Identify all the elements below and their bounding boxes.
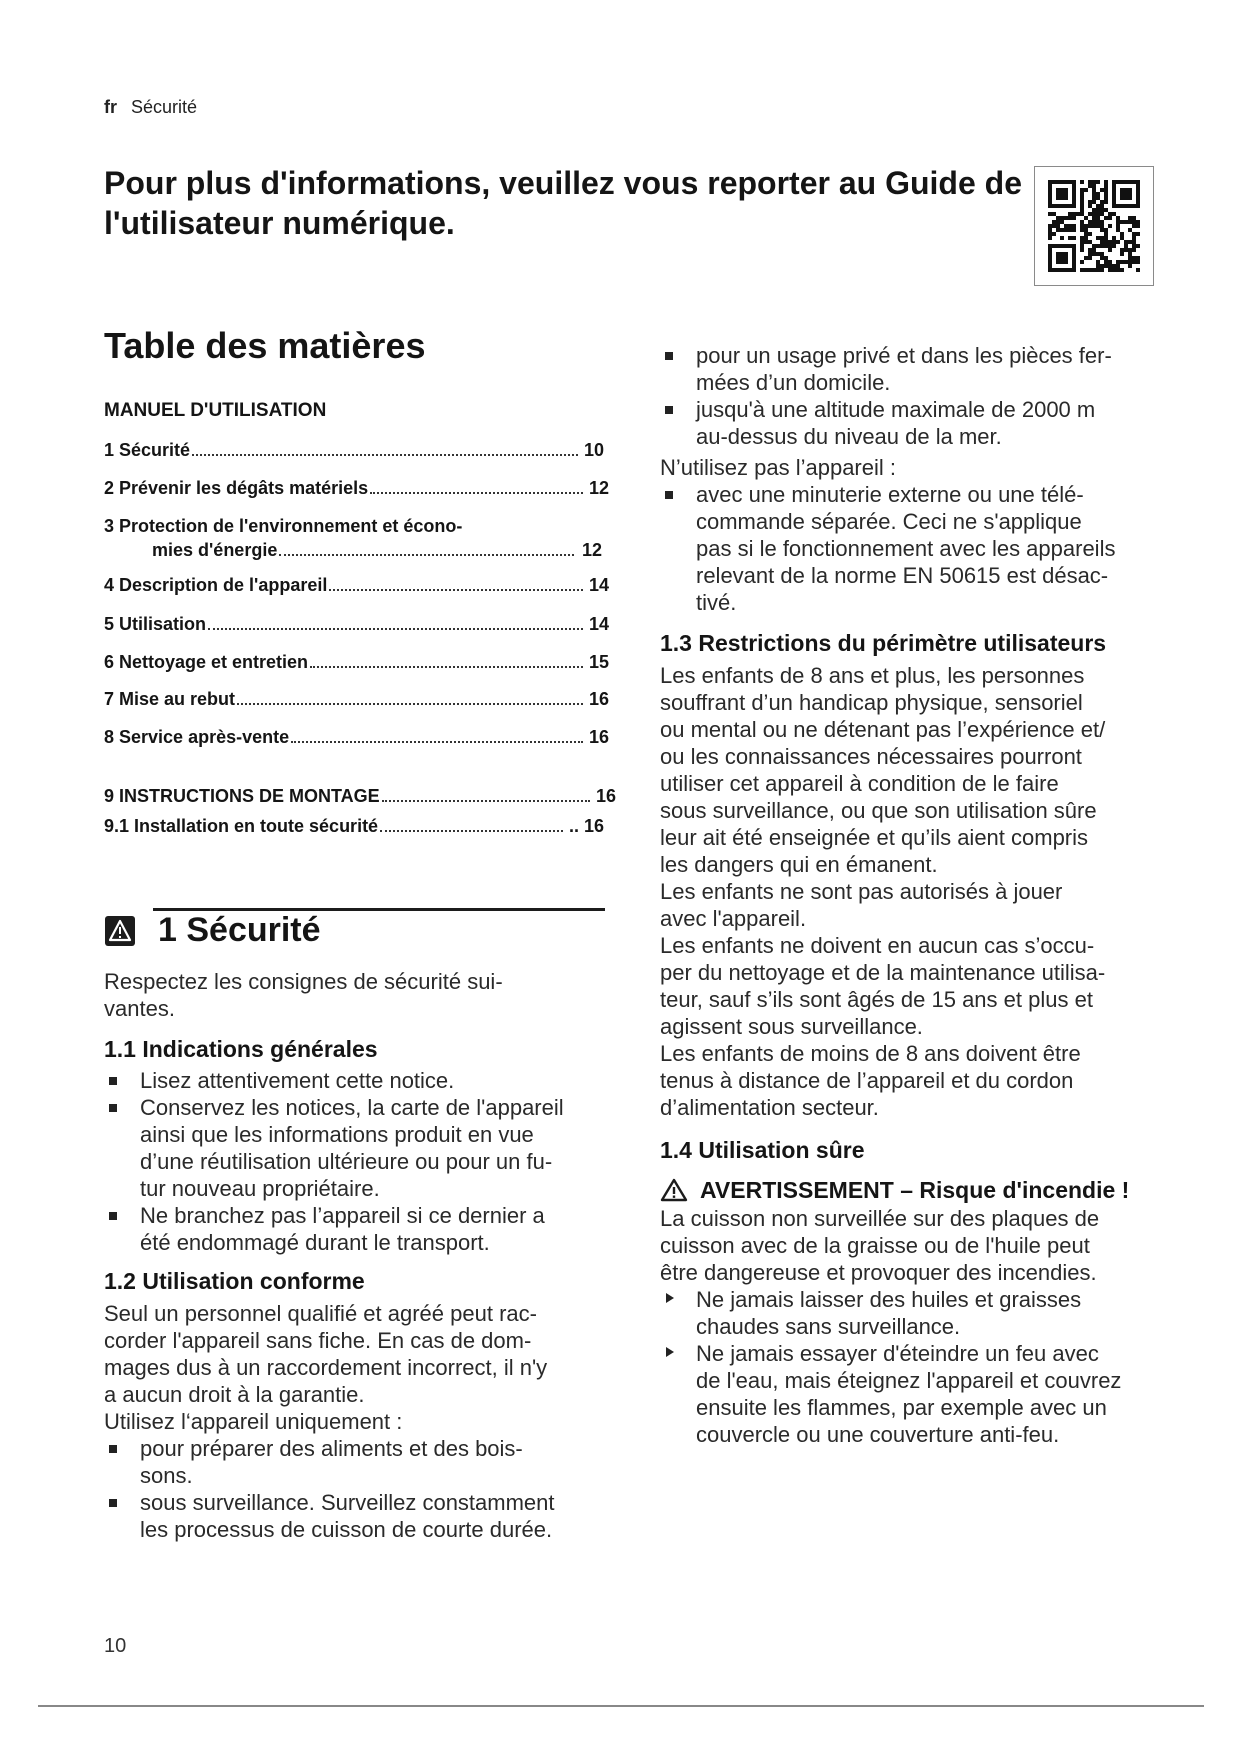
qr-code-icon[interactable] <box>1034 166 1154 286</box>
toc-entry[interactable] <box>104 652 609 673</box>
bullet-icon <box>665 491 673 499</box>
paragraph: Les enfants ne sont pas autorisés à jouer avec l'appareil. <box>660 879 1063 931</box>
toc-entry-page: 16 <box>588 727 609 747</box>
bullet-icon <box>109 1445 117 1453</box>
bullet-icon <box>665 406 673 414</box>
paragraph: Les enfants de moins de 8 ans doivent être tenus à distance de l’appareil et du cordon d’alimentation secteur. <box>660 1041 1081 1120</box>
warning-triangle-icon <box>660 1178 688 1202</box>
action-item-text: Ne jamais laisser des huiles et graisses chaudes sans surveillance. <box>696 1287 1082 1339</box>
toc-dot-leader <box>382 800 590 802</box>
subsection-title: 1.1 Indications générales <box>104 1036 378 1062</box>
action-item-text: Ne jamais essayer d'éteindre un feu avec de l'eau, mais éteignez l'appareil et couvrez ensuite les flammes, par exemple avec un couvercle ou une couverture anti-feu. <box>696 1341 1122 1447</box>
bullet-icon <box>109 1104 117 1112</box>
toc-entry-label: 6 Nettoyage et entretien <box>104 652 309 672</box>
right-column <box>660 342 1180 1448</box>
banner-line-2: l'utilisateur numérique. <box>104 205 455 241</box>
bullet-icon <box>665 352 673 360</box>
toc-entry-label-cont: mies d'énergie <box>152 540 278 560</box>
toc-dot-leader <box>380 830 563 832</box>
toc-dot-leader <box>192 454 578 456</box>
list-item-text: pour préparer des aliments et des bois- sons. <box>140 1436 523 1488</box>
list-item <box>660 342 1180 396</box>
left-column <box>104 968 624 1543</box>
toc-entry-page: 14 <box>588 575 609 595</box>
toc-entry-install[interactable] <box>104 786 616 807</box>
toc-dot-leader <box>208 628 583 630</box>
page-number: 10 <box>104 1635 127 1657</box>
toc-entry-page: 12 <box>581 540 602 560</box>
section-title: 1 Sécurité <box>158 911 321 949</box>
toc-entry-label: 8 Service après-vente <box>104 727 290 747</box>
action-item <box>660 1286 1180 1340</box>
toc-entry-page: 12 <box>588 478 609 498</box>
bullet-icon <box>109 1077 117 1085</box>
toc-entry-label: 2 Prévenir les dégâts matériels <box>104 478 369 498</box>
toc-entry-label: 9.1 Installation en toute sécurité <box>104 816 379 836</box>
warning-paragraph: La cuisson non surveillée sur des plaques de cuisson avec de la graisse ou de l'huile peut être dangereuse et provoquer des incendies. <box>660 1206 1100 1285</box>
list-item <box>104 1094 624 1202</box>
action-arrow-icon <box>666 1293 674 1303</box>
action-arrow-icon <box>666 1347 674 1357</box>
toc-entry[interactable] <box>104 575 609 596</box>
list-item-text: Ne branchez pas l’appareil si ce dernier a été endommagé durant le transport. <box>140 1203 545 1255</box>
section-intro: Respectez les consignes de sécurité sui- vantes. <box>104 969 503 1021</box>
toc-entry[interactable] <box>104 514 602 562</box>
toc-entry-page: 16 <box>588 689 609 709</box>
subsection-title: 1.4 Utilisation sûre <box>660 1137 865 1163</box>
toc-entry[interactable] <box>104 727 609 748</box>
toc-entry[interactable] <box>104 478 609 499</box>
subsection-title: 1.2 Utilisation conforme <box>104 1268 365 1294</box>
language-code: fr <box>104 97 117 117</box>
header-section: Sécurité <box>131 97 198 117</box>
toc-entry-page: 14 <box>588 614 609 634</box>
paragraph: N’utilisez pas l’appareil : <box>660 455 896 480</box>
toc-entry-page: 10 <box>583 440 604 460</box>
list-item <box>104 1489 624 1543</box>
toc-entry-page: .. 16 <box>568 816 604 836</box>
toc-dot-leader <box>370 492 583 494</box>
list-item-text: Conservez les notices, la carte de l'appareil ainsi que les informations produit en vue d’une réutilisation ultérieure ou pour un fu- tur nouveau propriétaire. <box>140 1095 564 1201</box>
list-item <box>660 396 1180 450</box>
action-item <box>660 1340 1180 1448</box>
toc-entry-install[interactable] <box>104 816 604 837</box>
toc-dot-leader <box>310 666 583 668</box>
digital-guide-banner <box>104 163 1034 243</box>
banner-line-1: Pour plus d'informations, veuillez vous reporter au Guide de <box>104 165 1022 201</box>
list-item-text: Lisez attentivement cette notice. <box>140 1068 455 1093</box>
toc-entry-label: 5 Utilisation <box>104 614 207 634</box>
list-item-text: pour un usage privé et dans les pièces fer- mées d’un domicile. <box>696 343 1112 395</box>
bottom-rule <box>38 1705 1204 1707</box>
list-item <box>104 1202 624 1256</box>
bullet-icon <box>109 1499 117 1507</box>
toc-entry-page: 15 <box>588 652 609 672</box>
toc-entry-label: 7 Mise au rebut <box>104 689 236 709</box>
toc-dot-leader <box>279 554 574 556</box>
paragraph: Utilisez l‘appareil uniquement : <box>104 1409 403 1434</box>
paragraph: Seul un personnel qualifié et agréé peut rac- corder l'appareil sans fiche. En cas de dom- mages dus à un raccordement incorrect, il n'y a aucun droit à la garantie. <box>104 1301 548 1407</box>
running-header <box>104 97 197 118</box>
toc-dot-leader <box>237 703 583 705</box>
toc-entry-label: 1 Sécurité <box>104 440 191 460</box>
toc-entry-page: 16 <box>595 786 616 806</box>
warning-title: AVERTISSEMENT – Risque d'incendie ! <box>700 1177 1130 1203</box>
toc-entry-label: 3 Protection de l'environnement et écono- <box>104 516 463 536</box>
bullet-icon <box>109 1212 117 1220</box>
paragraph: Les enfants de 8 ans et plus, les personnes souffrant d’un handicap physique, sensoriel ou mental ou ne détenant pas l’expérience et/ ou les connaissances nécessaires pourront utiliser cet appareil à condition de le faire sous surveillance, ou que son utilisation sûre leur ait été enseignée et qu’ils aient compris les dangers qui en émanent. <box>660 663 1106 877</box>
toc-dot-leader <box>291 741 583 743</box>
list-item <box>660 481 1180 616</box>
warning-book-icon <box>104 915 136 947</box>
warning-heading <box>660 1175 1180 1205</box>
toc-dot-leader <box>329 589 583 591</box>
list-item-text: sous surveillance. Surveillez constamment les processus de cuisson de courte durée. <box>140 1490 555 1542</box>
toc-title: Table des matières <box>104 325 426 366</box>
toc-entry[interactable] <box>104 689 609 710</box>
toc-manual-heading: MANUEL D'UTILISATION <box>104 400 327 421</box>
paragraph: Les enfants ne doivent en aucun cas s’occu- per du nettoyage et de la maintenance utilisa- teur, sauf s’ils sont âgés de 15 ans et plus et agissent sous surveillance. <box>660 933 1106 1039</box>
list-item <box>104 1067 624 1094</box>
list-item <box>104 1435 624 1489</box>
toc-entry-label: 9 INSTRUCTIONS DE MONTAGE <box>104 786 380 806</box>
list-item-text: avec une minuterie externe ou une télé- commande séparée. Ceci ne s'applique pas si le fonctionnement avec les appareils relevant de la norme EN 50615 est désac- tivé. <box>696 482 1116 615</box>
subsection-title: 1.3 Restrictions du périmètre utilisateurs <box>660 630 1107 656</box>
toc-entry-label: 4 Description de l'appareil <box>104 575 328 595</box>
list-item-text: jusqu'à une altitude maximale de 2000 m au-dessus du niveau de la mer. <box>696 397 1096 449</box>
toc-entry[interactable] <box>104 440 604 461</box>
toc-entry[interactable] <box>104 614 609 635</box>
